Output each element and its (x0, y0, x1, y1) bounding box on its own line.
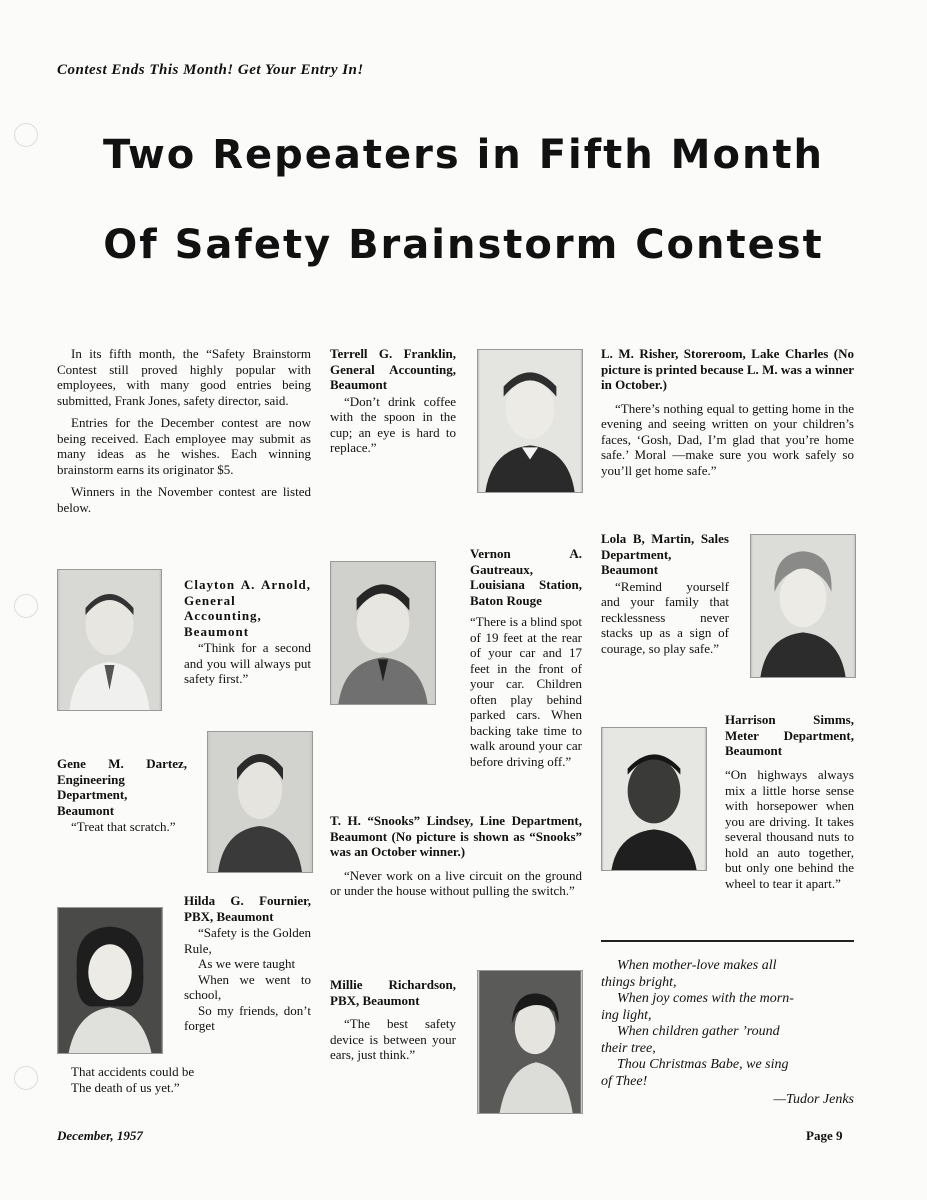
divider-rule (601, 940, 854, 942)
winner-lindsey (330, 813, 582, 899)
winner-name: L. M. Risher, Storeroom, Lake Charles (No picture is printed because L. M. was a winner in October.) (601, 346, 854, 392)
winner-gautreaux (470, 546, 582, 609)
winner-quote: “On highways always mix a little horse sense with horsepower when you are driving. It takes several thousand nuts to hold an auto together, but only one behind the wheel to tear it apart.” (725, 767, 854, 891)
poem (601, 958, 854, 1109)
winner-quote: So my friends, don’t forget (184, 1002, 311, 1033)
winner-quote: “Treat that scratch.” (71, 819, 176, 834)
photo-richardson (477, 970, 583, 1114)
intro-paragraph: Entries for the December contest are now being received. Each employee may submit as many ideas as he wishes. Each winning brainstorm earns its originator $5. (57, 415, 311, 477)
winner-quote: “Never work on a live circuit on the ground or under the house without pulling the switch.” (330, 867, 582, 898)
portrait-icon (208, 732, 312, 872)
winner-quote: “Don’t drink coffee with the spoon in the cup; an eye is hard to replace.” (330, 393, 456, 455)
headline-line-1: Two Repeaters in Fifth Month (102, 132, 825, 178)
winner-risher (601, 346, 854, 478)
winner-quote: “Remind yourself and your family that recklessness never stacks up as a sign of courage, so play safe.” (601, 578, 729, 656)
winner-name: T. H. “Snooks” Lindsey, Line Department, Beaumont (No picture is shown as “Snooks” was an October winner.) (330, 813, 582, 859)
poem-line: things bright, (601, 974, 677, 990)
poem-line: Thou Christmas Babe, we sing (617, 1057, 789, 1072)
winner-quote: The death of us yet.” (71, 1079, 180, 1095)
portrait-icon (58, 570, 161, 710)
portrait-icon (478, 971, 582, 1113)
poem-line: When joy comes with the morn- (617, 991, 794, 1006)
binder-hole (14, 594, 38, 618)
headline-line-2: Of Safety Brainstorm Contest (103, 222, 824, 268)
photo-dartez (207, 731, 313, 873)
winner-franklin (330, 346, 456, 456)
poem-line: When mother-love makes all (617, 958, 777, 973)
intro-paragraph: Winners in the November contest are listed below. (57, 484, 311, 515)
winner-name: Gene M. Dartez, Engineering Department, Beaumont (57, 756, 187, 818)
winner-fournier (184, 893, 311, 1034)
winner-name: Lola B, Martin, Sales Department, Beaumont (601, 531, 729, 577)
poem-author: —Tudor Jenks (773, 1092, 854, 1107)
winner-quote: That accidents could be (71, 1064, 195, 1079)
winner-quote: “There’s nothing equal to getting home in the evening and seeing written on your children’s faces, ‘Gosh, Dad, I’m glad that you’re home safe.’ Moral —make sure you work safely so you’ll get home safe.” (601, 400, 854, 478)
binder-hole (14, 1066, 38, 1090)
photo-franklin (477, 349, 583, 493)
portrait-icon (751, 535, 855, 677)
footer-page-number: Page 9 (806, 1128, 843, 1143)
photo-arnold (57, 569, 162, 711)
winner-fournier-end (71, 1064, 311, 1095)
photo-fournier (57, 907, 163, 1054)
portrait-icon (58, 908, 162, 1053)
winner-quote: “There is a blind spot of 19 feet at the rear of your car and 17 feet in the front of your car. Children often play behind parked cars. When backing take time to walk around your car before driving off.” (470, 614, 582, 769)
poem-line: ing light, (601, 1007, 652, 1023)
winner-quote: As we were taught (198, 956, 296, 971)
winner-simms-quote (601, 767, 854, 891)
poem-line: their tree, (601, 1040, 656, 1056)
winner-name: Terrell G. Franklin, General Accounting, Beaumont (330, 346, 456, 392)
poem-line: of Thee! (601, 1073, 648, 1089)
winner-name: Harrison Simms, Meter Department, Beaumont (725, 712, 854, 758)
winner-gautreaux-quote (330, 614, 582, 769)
footer-date: December, 1957 (57, 1128, 143, 1143)
kicker: Contest Ends This Month! Get Your Entry In! (57, 62, 364, 78)
portrait-icon (478, 350, 582, 492)
winner-arnold (184, 577, 311, 687)
winner-quote: “The best safety device is between your ears, just think.” (330, 1016, 456, 1062)
winner-quote: When we went to school, (184, 971, 311, 1002)
winner-dartez (57, 756, 187, 835)
photo-martin (750, 534, 856, 678)
winner-richardson (330, 977, 456, 1063)
winner-name: Clayton A. Arnold, General Accounting, Beaumont (184, 577, 311, 639)
poem-line: When children gather ’round (617, 1024, 780, 1039)
winner-quote: “Safety is the Golden Rule, (184, 925, 311, 956)
winner-quote: “Think for a second and you will always put safety first.” (184, 640, 311, 686)
winner-name: Millie Richardson, PBX, Beaumont (330, 977, 456, 1008)
winner-name: Hilda G. Fournier, PBX, Beaumont (184, 893, 311, 924)
winner-martin (601, 531, 729, 656)
winner-simms (725, 712, 854, 760)
intro-paragraph: In its fifth month, the “Safety Brainstorm Contest still proved highly popular with employees, with many good entries being submitted, Frank Jones, safety director, said. (57, 346, 311, 408)
winner-name: Vernon A. Gautreaux, Louisiana Station, Baton Rouge (470, 546, 582, 608)
intro-text (57, 346, 311, 522)
